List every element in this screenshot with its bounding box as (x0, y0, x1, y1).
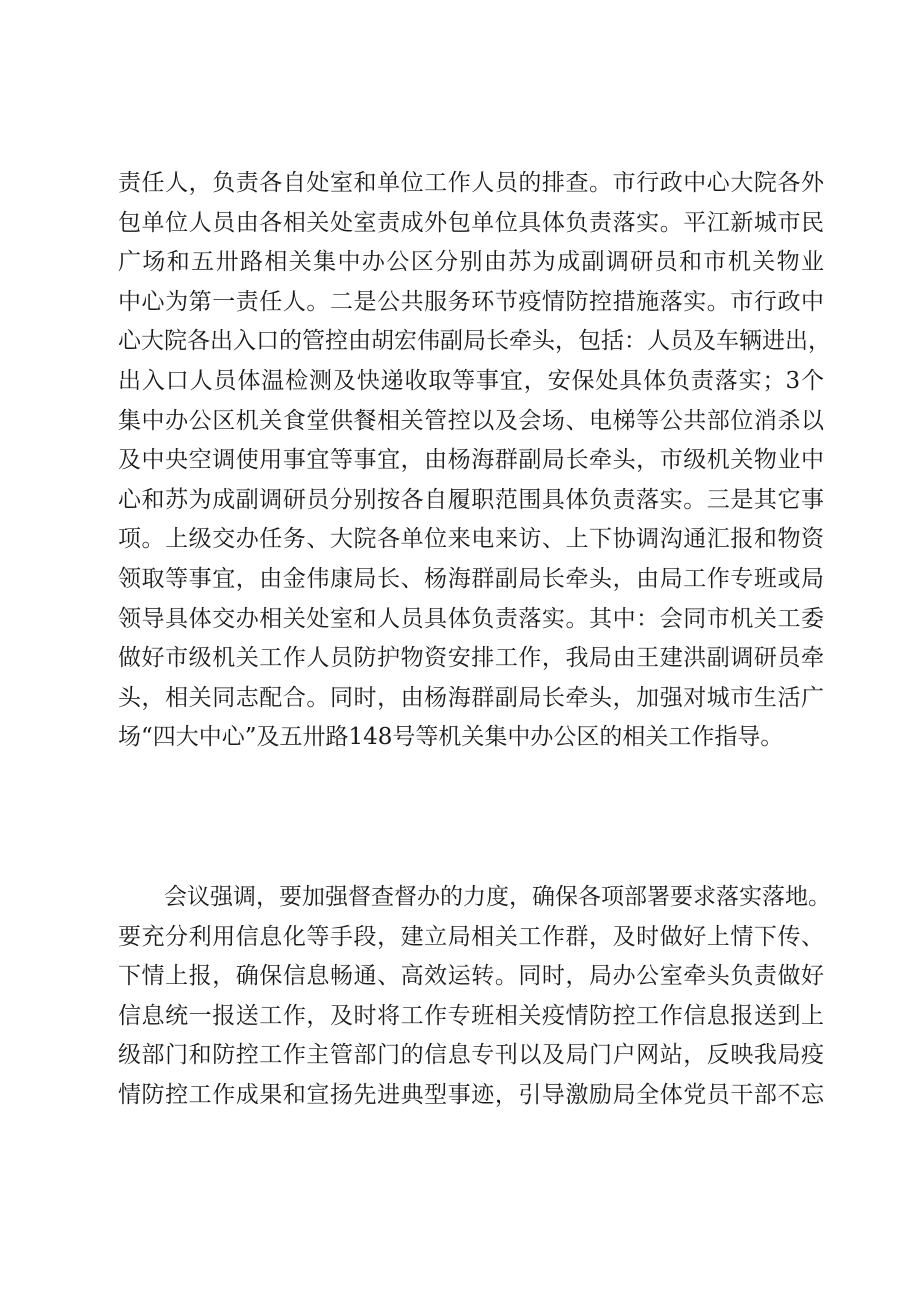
paragraph-line: 领导具体交办相关处室和人员具体负责落实。其中：会同市机关工委 (118, 605, 824, 632)
paragraph-line: 要充分利用信息化等手段，建立局相关工作群，及时做好上情下传、 (118, 923, 824, 950)
paragraph-line: 会议强调，要加强督查督办的力度，确保各项部署要求落实落地。 (118, 884, 831, 910)
paragraph-line: 集中办公区机关食堂供餐相关管控以及会场、电梯等公共部位消杀以 (118, 407, 824, 434)
paragraph-line: 出入口人员体温检测及快递收取等事宜，安保处具体负责落实；3个 (118, 367, 824, 394)
paragraph-line: 做好市级机关工作人员防护物资安排工作，我局由王建洪副调研员牵 (118, 645, 824, 672)
paragraph-2 (118, 878, 831, 1116)
paragraph-line: 项。上级交办任务、大院各单位来电来访、上下协调沟通汇报和物资 (118, 526, 824, 553)
paragraph-line: 中心为第一责任人。二是公共服务环节疫情防控措施落实。市行政中 (118, 288, 824, 315)
paragraph-line: 广场和五卅路相关集中办公区分别由苏为成副调研员和市机关物业 (118, 249, 824, 276)
paragraph-line: 及中央空调使用事宜等事宜，由杨海群副局长牵头，市级机关物业中 (118, 447, 824, 474)
paragraph-line: 下情上报，确保信息畅通、高效运转。同时，局办公室牵头负责做好 (118, 963, 824, 990)
paragraph-line: 头，相关同志配合。同时，由杨海群副局长牵头，加强对城市生活广 (118, 684, 824, 711)
paragraph-line: 场“四大中心”及五卅路148号等机关集中办公区的相关工作指导。 (118, 724, 784, 751)
paragraph-line: 领取等事宜，由金伟康局长、杨海群副局长牵头，由局工作专班或局 (118, 565, 824, 592)
paragraph-line: 心大院各出入口的管控由胡宏伟副局长牵头，包括：人员及车辆进出， (118, 328, 831, 355)
paragraph-line: 心和苏为成副调研员分别按各自履职范围具体负责落实。三是其它事 (118, 486, 824, 513)
paragraph-line: 级部门和防控工作主管部门的信息专刊以及局门户网站，反映我局疫 (118, 1042, 824, 1069)
paragraph-line: 信息统一报送工作，及时将工作专班相关疫情防控工作信息报送到上 (118, 1002, 824, 1029)
paragraph-line: 情防控工作成果和宣扬先进典型事迹，引导激励局全体党员干部不忘 (118, 1081, 824, 1108)
paragraph-1 (118, 164, 831, 758)
paragraph-line: 责任人，负责各自处室和单位工作人员的排查。市行政中心大院各外 (118, 170, 824, 196)
paragraph-line: 包单位人员由各相关处室责成外包单位具体负责落实。平江新城市民 (118, 209, 824, 236)
